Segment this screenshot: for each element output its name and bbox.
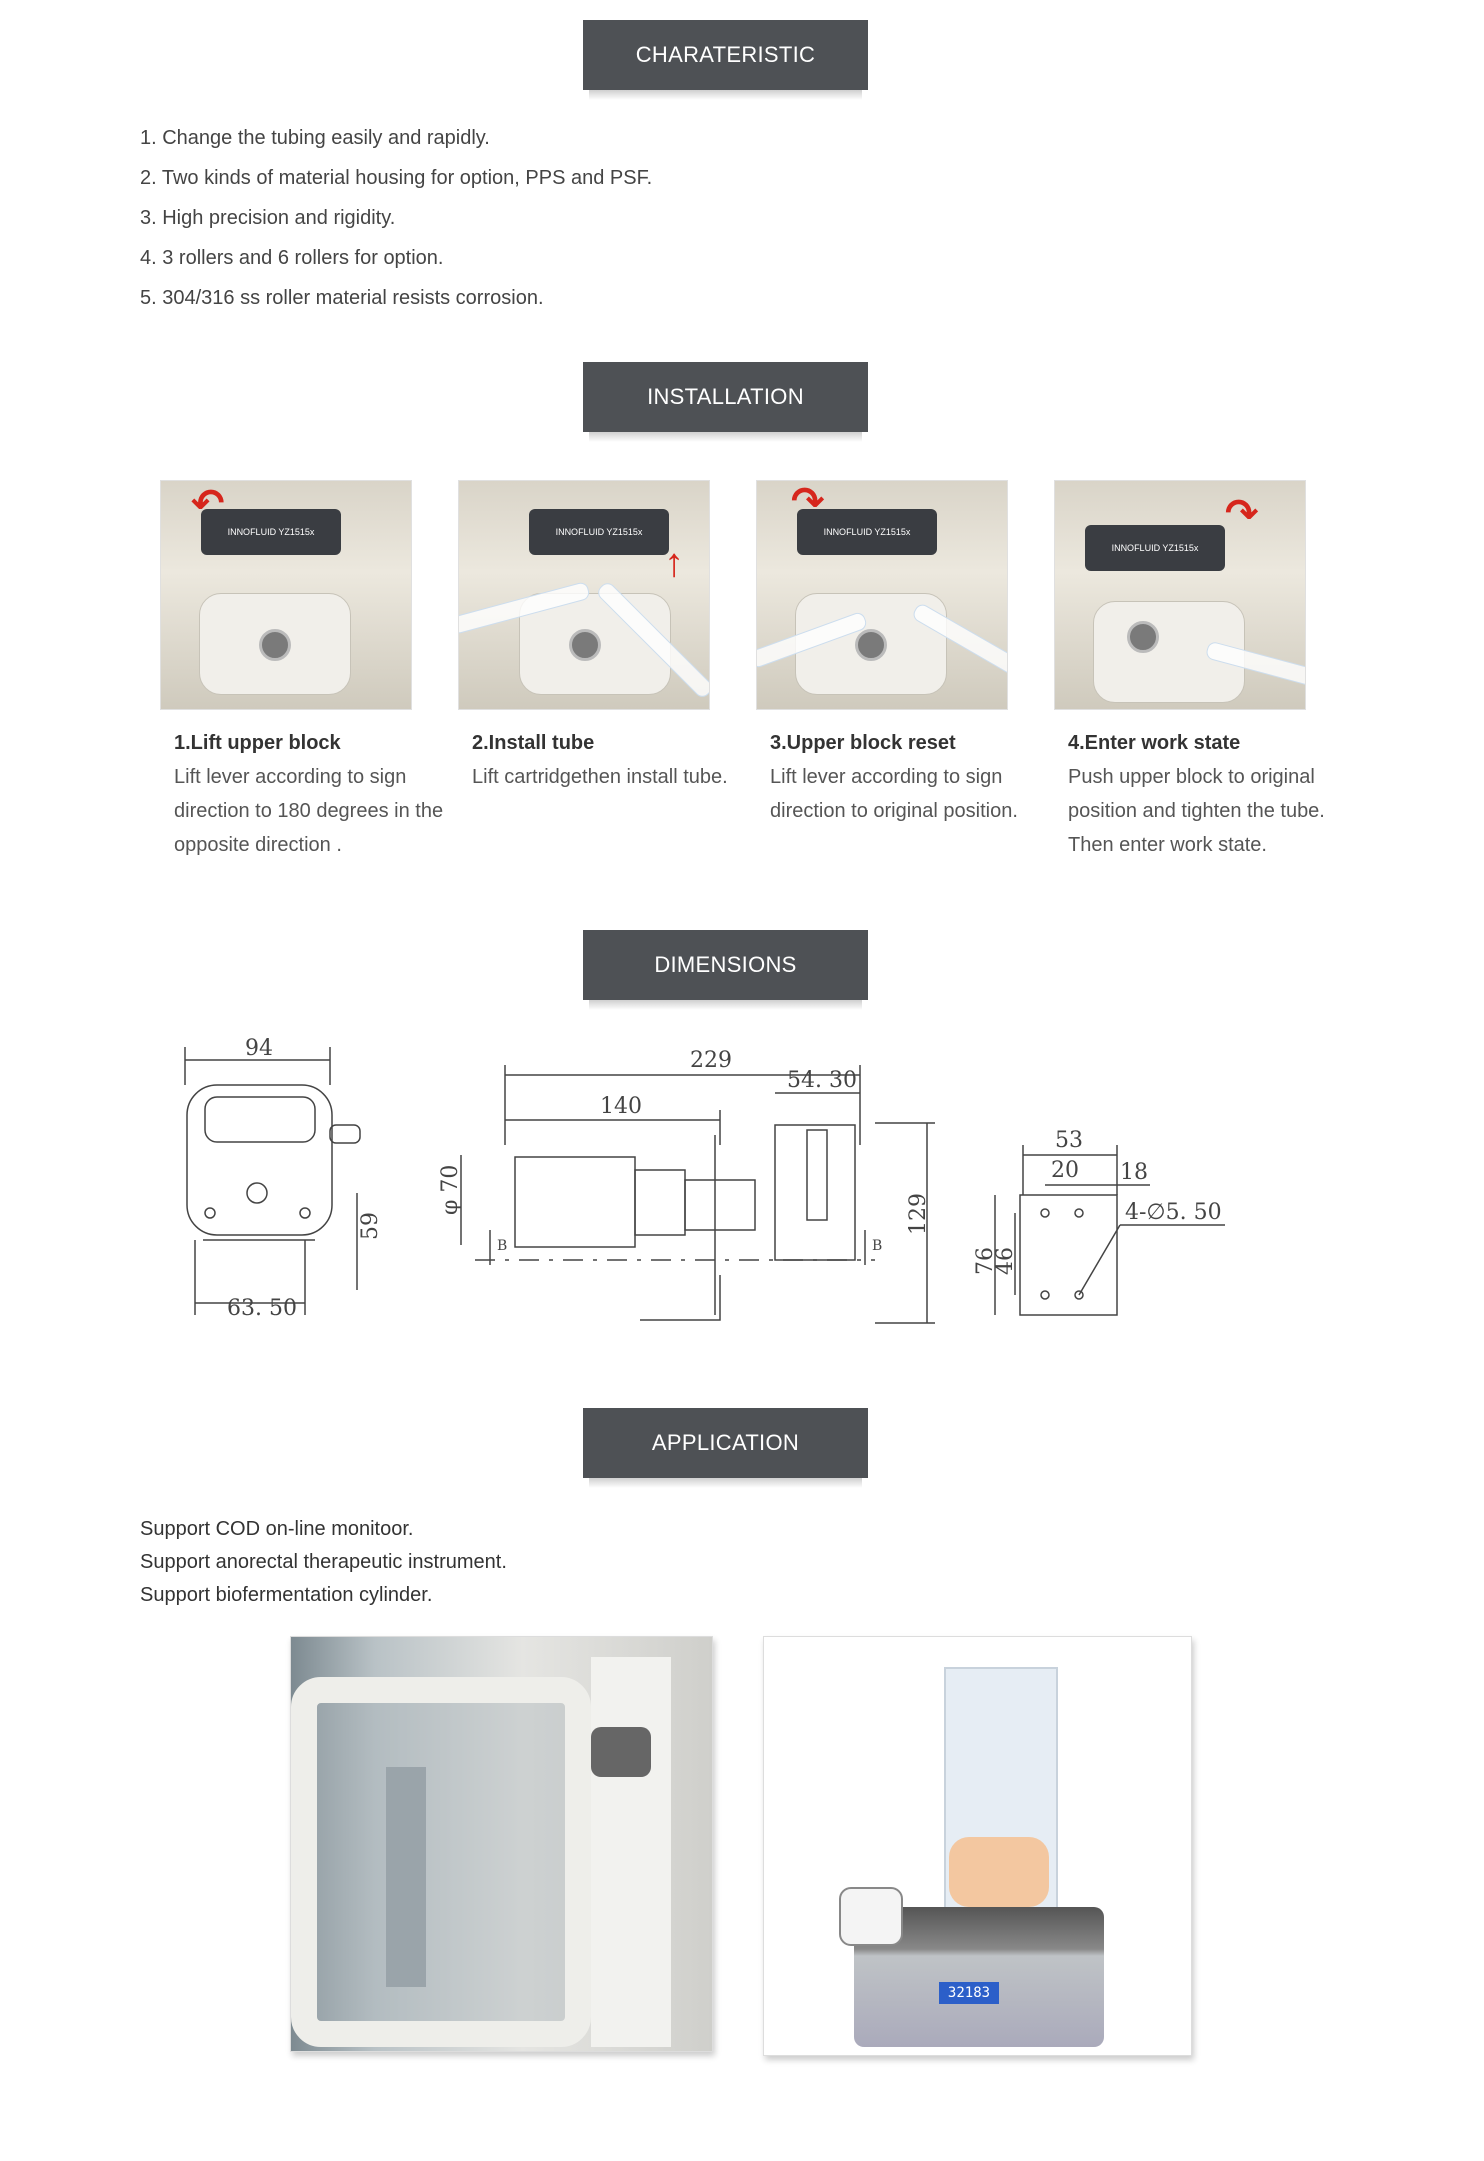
install-step-4 <box>1054 480 1354 862</box>
list-item: 1. Change the tubing easily and rapidly. <box>140 127 490 149</box>
front-view <box>185 1036 383 1321</box>
application-line: Support biofermentation cylinder. <box>140 1584 433 1606</box>
application-photo-homogenizer <box>763 1636 1192 2056</box>
dim-label: 129 <box>906 1193 931 1235</box>
step-desc: Lift lever according to sign direction to 180 degrees in the opposite direction . <box>174 766 444 856</box>
dim-label: B <box>872 1238 883 1254</box>
application-text <box>140 1513 507 1612</box>
characteristic-list <box>140 118 652 318</box>
pump-label: INNOFLUID YZ1515x <box>529 509 669 555</box>
dim-label: 4-∅5. 50 <box>1125 1200 1222 1225</box>
step-photo <box>756 480 1008 710</box>
dim-label: 94 <box>245 1036 273 1061</box>
pump-label: INNOFLUID YZ1515x <box>1085 525 1225 571</box>
display-reading: 32183 <box>939 1982 999 2004</box>
dim-label: 54. 30 <box>787 1068 857 1093</box>
dim-label: 46 <box>993 1247 1018 1275</box>
step-photo <box>160 480 412 710</box>
dimension-drawing <box>175 1035 1325 1335</box>
application-photo-cod-monitor <box>290 1636 713 2052</box>
dim-label: 229 <box>690 1048 732 1073</box>
dim-label: 59 <box>358 1212 383 1240</box>
arrow-up-icon: ↑ <box>664 541 684 585</box>
section-heading-installation: INSTALLATION <box>583 362 868 432</box>
dim-label: 63. 50 <box>227 1296 297 1321</box>
step-title: 1.Lift upper block <box>174 732 341 754</box>
install-step-3 <box>756 480 1056 828</box>
side-view <box>438 1048 935 1323</box>
dim-label: 18 <box>1120 1160 1148 1185</box>
dim-label: 20 <box>1051 1158 1079 1183</box>
dim-label: φ 70 <box>438 1164 463 1215</box>
arrow-icon: ↷ <box>1225 492 1259 536</box>
step-photo <box>1054 480 1306 710</box>
arrow-icon: ↶ <box>191 482 225 526</box>
dim-label: 53 <box>1055 1128 1083 1153</box>
step-title: 3.Upper block reset <box>770 732 956 754</box>
list-item: 5. 304/316 ss roller material resists corrosion. <box>140 287 544 309</box>
list-item: 3. High precision and rigidity. <box>140 207 396 229</box>
step-title: 2.Install tube <box>472 732 595 754</box>
step-desc: Lift lever according to sign direction to original position. <box>770 766 1018 822</box>
step-desc: Lift cartridgethen install tube. <box>472 766 728 788</box>
list-item: 4. 3 rollers and 6 rollers for option. <box>140 247 444 269</box>
pump-label: INNOFLUID YZ1515x <box>797 509 937 555</box>
arrow-icon: ↷ <box>791 480 825 524</box>
step-desc: Push upper block to original position and tighten the tube. Then enter work state. <box>1068 766 1325 856</box>
install-step-1 <box>160 480 460 862</box>
dim-label: 76 <box>973 1247 998 1275</box>
plate-view <box>973 1128 1225 1315</box>
step-title: 4.Enter work state <box>1068 732 1241 754</box>
list-item: 2. Two kinds of material housing for option, PPS and PSF. <box>140 167 653 189</box>
dim-label: 140 <box>600 1094 642 1119</box>
install-step-2 <box>458 480 758 794</box>
application-line: Support anorectal therapeutic instrument. <box>140 1551 507 1573</box>
step-photo <box>458 480 710 710</box>
section-heading-application: APPLICATION <box>583 1408 868 1478</box>
pump-label: INNOFLUID YZ1515x <box>201 509 341 555</box>
section-heading-dimensions: DIMENSIONS <box>583 930 868 1000</box>
dim-label: B <box>497 1238 508 1254</box>
section-heading-characteristic: CHARATERISTIC <box>583 20 868 90</box>
application-line: Support COD on-line monitoor. <box>140 1518 414 1540</box>
